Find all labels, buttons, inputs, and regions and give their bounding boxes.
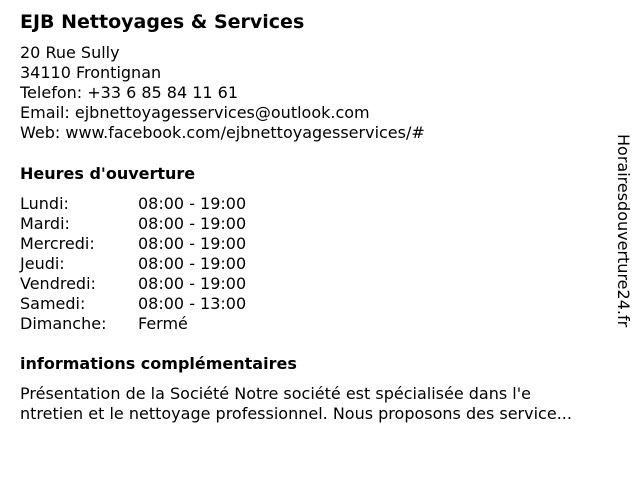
day-label: Lundi: [20,194,69,213]
business-description [20,384,620,424]
address-city: 34110 Frontignan [20,63,162,82]
opening-hours-heading: Heures d'ouverture [20,164,196,183]
day-label: Samedi: [20,294,86,313]
website-link: Web: www.facebook.com/ejbnettoyagesservices/# [20,123,425,142]
address-street: 20 Rue Sully [20,43,120,62]
contact-block [20,43,425,143]
day-label: Vendredi: [20,274,96,293]
day-label: Mardi: [20,214,70,233]
day-hours: 08:00 - 19:00 [138,214,247,233]
day-label: Mercredi: [20,234,95,253]
day-hours: Fermé [138,314,188,333]
day-hours: 08:00 - 19:00 [138,254,247,273]
day-hours: 08:00 - 19:00 [138,234,247,253]
description-line: Présentation de la Société Notre société est spécialisée dans l'e [20,384,531,403]
day-hours: 08:00 - 19:00 [138,274,247,293]
business-name: EJB Nettoyages & Services [20,11,305,33]
day-label: Jeudi: [20,254,65,273]
day-hours: 08:00 - 13:00 [138,294,247,313]
email-address: Email: ejbnettoyagesservices@outlook.com [20,103,370,122]
additional-info-heading: informations complémentaires [20,354,297,373]
description-line: ntretien et le nettoyage professionnel. Nous proposons des service... [20,404,572,423]
phone-number: Telefon: +33 6 85 84 11 61 [20,83,239,102]
day-label: Dimanche: [20,314,107,333]
brand-text: Horairesdouverture24.fr [614,134,633,328]
brand-watermark [612,134,634,374]
day-hours: 08:00 - 19:00 [138,194,247,213]
